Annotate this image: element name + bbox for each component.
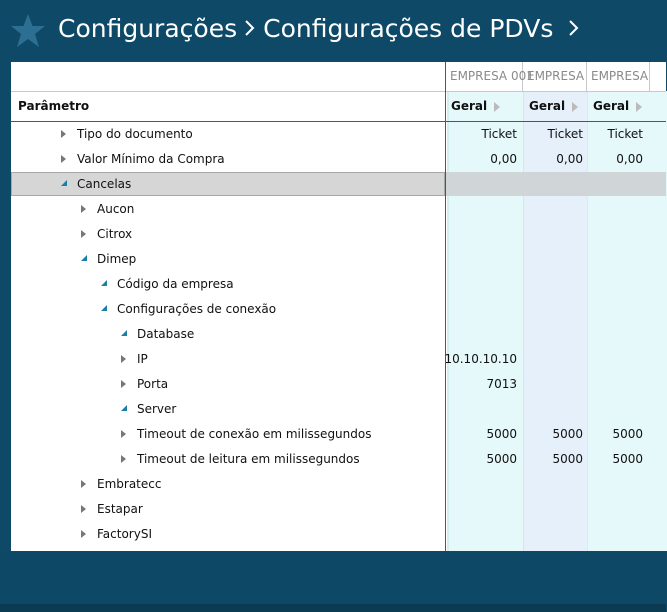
triangle-right-icon[interactable] [572, 102, 578, 112]
top-bar [0, 0, 666, 62]
parameter-value-cell[interactable]: 7013 [486, 377, 517, 391]
parameter-label: Valor Mínimo da Compra [77, 152, 225, 166]
tree-row[interactable] [11, 522, 666, 547]
tree-row[interactable] [11, 422, 666, 447]
tree-row[interactable] [11, 297, 666, 322]
group-label: Geral [451, 99, 488, 113]
triangle-right-icon[interactable] [81, 505, 86, 513]
triangle-right-icon[interactable] [81, 205, 86, 213]
group-header-row [11, 92, 666, 122]
tree-row[interactable] [11, 322, 666, 347]
tree-row[interactable] [11, 372, 666, 397]
triangle-right-icon[interactable] [121, 430, 126, 438]
parameter-label: Aucon [97, 202, 135, 216]
parameter-label: Cancelas [77, 177, 132, 191]
parameter-label: FactorySI [97, 527, 152, 541]
tree-row[interactable] [11, 447, 666, 472]
group-label: Geral [529, 99, 566, 113]
parameter-label: Porta [137, 377, 169, 391]
tree-row[interactable] [11, 172, 666, 197]
parameter-label: Timeout de leitura em milissegundos [137, 452, 360, 466]
parameter-label: IP [137, 352, 148, 366]
parameter-value-cell[interactable]: 0,00 [556, 152, 583, 166]
company-header[interactable]: EMPRESA 001 [446, 62, 523, 91]
triangle-expanded-icon[interactable] [121, 405, 127, 411]
parameter-value-cell[interactable]: 5000 [486, 427, 517, 441]
selection-highlight [446, 172, 666, 196]
company-header[interactable]: EMPRESA [523, 62, 587, 91]
footer-divider [0, 604, 666, 612]
parameter-value-cell[interactable]: Ticket [607, 127, 643, 141]
parameter-value-cell[interactable]: 10.10.10.10 [444, 352, 517, 366]
triangle-expanded-icon[interactable] [101, 305, 107, 311]
tree-row[interactable] [11, 397, 666, 422]
triangle-right-icon[interactable] [61, 155, 66, 163]
company-header[interactable]: EMPRESA [587, 62, 650, 91]
breadcrumb-item-pdvs: Configurações de PDVs [263, 13, 554, 43]
parameter-value-cell[interactable]: 5000 [486, 452, 517, 466]
parameter-value-cell[interactable]: Ticket [547, 127, 583, 141]
parameter-column-header: Parâmetro [18, 99, 90, 113]
group-label: Geral [593, 99, 630, 113]
parameter-value-cell[interactable]: 5000 [552, 452, 583, 466]
parameter-value-cell[interactable]: 0,00 [490, 152, 517, 166]
parameter-value-cell[interactable]: Ticket [481, 127, 517, 141]
group-selector[interactable] [593, 92, 642, 121]
tree-row[interactable] [11, 122, 666, 147]
tree-row[interactable] [11, 222, 666, 247]
group-selector[interactable] [529, 92, 578, 121]
parameter-label: Código da empresa [117, 277, 234, 291]
triangle-right-icon[interactable] [81, 480, 86, 488]
chevron-right-icon[interactable] [565, 17, 583, 39]
triangle-right-icon[interactable] [494, 102, 500, 112]
triangle-expanded-icon[interactable] [121, 330, 127, 336]
triangle-right-icon[interactable] [636, 102, 642, 112]
parameter-label: Tipo do documento [77, 127, 193, 141]
parameter-label: Dimep [97, 252, 137, 266]
breadcrumb-item-configuracoes[interactable]: Configurações [58, 13, 238, 43]
triangle-right-icon[interactable] [121, 380, 126, 388]
triangle-right-icon[interactable] [121, 355, 126, 363]
triangle-right-icon[interactable] [61, 130, 66, 138]
parameter-label: Database [137, 327, 195, 341]
parameters-grid [11, 62, 666, 551]
tree-row[interactable] [11, 247, 666, 272]
tree-row[interactable] [11, 347, 666, 372]
parameter-label: Estapar [97, 502, 143, 516]
triangle-right-icon[interactable] [81, 530, 86, 538]
parameter-label: Server [137, 402, 177, 416]
parameter-label: Citrox [97, 227, 133, 241]
company-header-row [11, 62, 666, 92]
group-selector[interactable] [451, 92, 500, 121]
tree-row[interactable] [11, 197, 666, 222]
parameter-value-cell[interactable]: 5000 [552, 427, 583, 441]
triangle-expanded-icon[interactable] [81, 255, 87, 261]
triangle-right-icon[interactable] [121, 455, 126, 463]
chevron-right-icon [241, 17, 259, 39]
triangle-right-icon[interactable] [81, 230, 86, 238]
breadcrumb [58, 12, 587, 43]
parameter-value-cell[interactable]: 5000 [612, 427, 643, 441]
parameter-value-cell[interactable]: 5000 [612, 452, 643, 466]
triangle-expanded-icon[interactable] [101, 280, 107, 286]
tree-row[interactable] [11, 497, 666, 522]
parameter-value-cell[interactable]: 0,00 [616, 152, 643, 166]
triangle-expanded-icon[interactable] [61, 180, 67, 186]
parameter-label: Configurações de conexão [117, 302, 277, 316]
parameter-label: Timeout de conexão em milissegundos [137, 427, 372, 441]
star-icon [10, 13, 46, 49]
tree-row[interactable] [11, 472, 666, 497]
tree-row[interactable] [11, 272, 666, 297]
tree-row[interactable] [11, 147, 666, 172]
footer-bar [0, 552, 666, 612]
parameter-label: Embratecc [97, 477, 162, 491]
